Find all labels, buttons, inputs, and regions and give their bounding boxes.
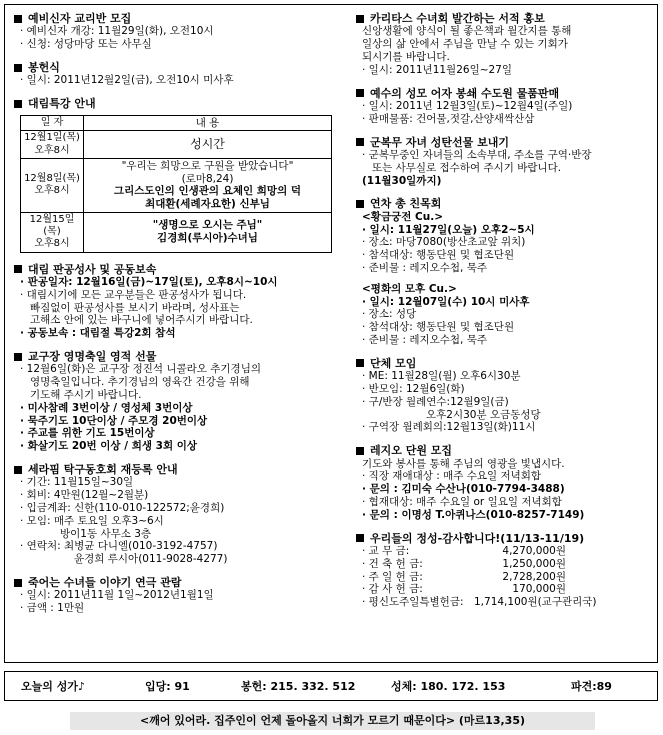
hymn-offertory: 봉헌: 215. 332. 512	[241, 680, 356, 693]
content-line: 그리스도인의 인생관의 요체인 희망의 덕	[113, 185, 302, 198]
info-line: · 일시: 12월07일(수) 10시 미사후	[362, 295, 530, 308]
info-line: · 참석대상: 행동단원 및 협조단원	[362, 249, 515, 262]
hymn-label: 오늘의 성가♪	[21, 680, 85, 693]
section-title: 단체 모임	[370, 356, 417, 370]
info-line: · 입금계좌: 신한(110-010-122572;윤경희)	[20, 501, 225, 514]
info-line: 기도와 봉사를 통해 주님의 영광을 빛냅시다.	[362, 457, 565, 470]
bishop-feast-section	[14, 350, 332, 453]
section-title: 죽어는 수녀들 이야기 연극 관람	[28, 575, 182, 589]
info-line: · 회비: 4만원(12월~2월분)	[20, 489, 149, 502]
section-title: 봉헌식	[28, 61, 60, 74]
square-bullet-icon	[14, 579, 22, 587]
info-line: 방이1동 사무소 3층	[60, 527, 152, 540]
info-line: · 화살기도 20번 이상 / 희생 3회 이상	[20, 440, 198, 453]
square-bullet-icon	[14, 353, 22, 361]
time-cell: 오후8시	[34, 144, 70, 156]
hymn-bar	[4, 671, 658, 701]
group-meetings-section	[356, 357, 651, 434]
content-line: 최대환(세례자요한) 신부님	[145, 198, 270, 211]
section-title: 카리타스 수녀회 발간하는 서적 홍보	[370, 12, 545, 25]
header-cell: 내 용	[84, 115, 332, 131]
info-line: 또는 사무실로 접수하여 주시기 바랍니다.	[372, 161, 562, 174]
info-line: 윤경희 루시아(011-9028-4277)	[74, 553, 228, 566]
square-bullet-icon	[14, 100, 22, 108]
offering-row	[356, 558, 651, 571]
square-bullet-icon	[14, 265, 22, 273]
info-line: · 일시: 2011년 12월3일(토)~12월4일(주일)	[362, 100, 573, 112]
square-bullet-icon	[356, 200, 364, 208]
info-line: 기도해 주시기 바랍니다.	[30, 388, 142, 401]
info-line: · 대림시기에 모든 교우분들은 판공성사가 됩니다.	[20, 288, 247, 301]
offering-amount: 2,728,200원	[502, 570, 566, 583]
info-line: 일상의 삶 안에서 주님을 만날 수 있는 기회가	[362, 38, 568, 51]
group-name: <평화의 모후 Cu.>	[362, 282, 457, 295]
table-row	[21, 212, 332, 252]
square-bullet-icon	[356, 359, 364, 367]
offering-amount: 170,000원	[512, 583, 566, 596]
square-bullet-icon	[356, 447, 364, 455]
content-line: "생명으로 오시는 주님"	[152, 219, 263, 232]
square-bullet-icon	[14, 64, 22, 72]
info-line: · 장소: 성당	[362, 308, 417, 321]
pingpong-club-section	[14, 463, 332, 566]
offering-label: · 건 축 헌 금:	[362, 557, 423, 570]
table-row	[21, 131, 332, 158]
annual-social-section	[356, 197, 651, 346]
info-line: · 군복무중인 자녀들의 소속부대, 주소를 구역·반장	[362, 149, 592, 161]
header-cell: 일 자	[21, 115, 84, 131]
time-cell: 오후8시	[34, 238, 70, 250]
info-line: 빠짐없이 판공성사를 보시기 바라며, 성사표는	[30, 301, 240, 314]
info-line: 되시기를 바랍니다.	[362, 51, 450, 63]
section-title: 대림특강 안내	[28, 97, 96, 111]
content-line: "우리는 희망으로 구원을 받았습니다"	[121, 159, 294, 172]
caritas-books-section	[356, 12, 651, 77]
offering-amount: 1,714,100원(교구관리국)	[474, 596, 597, 609]
content-cell: 성시간	[84, 131, 332, 158]
confession-section	[14, 263, 332, 340]
info-line: 고해소 안에 있는 바구니에 넣어주시기 바랍니다.	[30, 314, 253, 327]
info-line: · 문의 : 김미숙 수산나(010-7794-3488)	[362, 483, 565, 496]
time-cell: 오후8시	[34, 185, 70, 197]
date-cell: 12월15일(목)	[29, 213, 75, 238]
offering-label: · 교 무 금:	[362, 544, 410, 557]
offering-row	[356, 571, 651, 584]
offering-label: · 감 사 헌 금:	[362, 583, 423, 596]
section-title: 군복무 자녀 성탄선물 보내기	[370, 135, 509, 149]
info-line: · 구/반장 월례연수:12월9일(금)	[362, 395, 509, 408]
info-line: · 준비물 : 레지오수첩, 묵주	[362, 261, 487, 274]
info-line: · ME: 11월28일(월) 오후6시30분	[362, 370, 521, 383]
info-line: · 모임: 매주 토요일 오후3~6시	[20, 514, 164, 527]
hymn-entrance: 입당: 91	[145, 680, 190, 693]
scripture-verse: <깨어 있어라. 집주인이 언제 돌아올지 너희가 모르기 때문이다> (마르13,35)	[70, 712, 595, 730]
section-title: 세라핌 탁구동호회 재등록 안내	[28, 462, 178, 476]
section-title: 대림 판공성사 및 공동보속	[28, 262, 157, 276]
section-title: 연차 총 친목회	[370, 197, 442, 211]
date-cell: 12월8일(목)	[24, 173, 80, 185]
content-line: 김경희(루시아)수녀님	[157, 232, 258, 245]
info-line: · 참석대상: 행동단원 및 협조단원	[362, 321, 515, 334]
monastery-sale-section	[356, 87, 651, 126]
section-title: 예수의 성모 어자 봉쇄 수도원 물품판매	[370, 86, 560, 100]
offering-row	[356, 583, 651, 596]
section-title: 교구장 영명축일 영적 선물	[28, 349, 157, 363]
info-line: · 일시: 2011년11월 1일~2012년1월1일	[20, 589, 214, 602]
offering-label: · 평신도주일특별헌금:	[362, 596, 464, 609]
group-name: <황금궁전 Cu.>	[362, 210, 443, 223]
info-line: · 묵주기도 10단이상 / 주모경 20번이상	[20, 414, 208, 427]
info-line: · 준비물 : 레지오수첩, 묵주	[362, 333, 487, 346]
info-line: · 판매물품: 건어물,젓갈,산양새싹산삼	[362, 112, 535, 125]
advent-lecture-section	[14, 97, 332, 252]
info-line: · 장소: 마당7080(방산초교앞 위치)	[362, 236, 526, 249]
table-header-row	[21, 115, 332, 131]
section-title: 예비신자 교리반 모집	[28, 12, 132, 25]
right-column	[356, 12, 651, 619]
legio-recruit-section	[356, 444, 651, 521]
info-line: · 미사참례 3번이상 / 영성체 3번이상	[20, 401, 193, 414]
info-line: · 구역장 월례회의:12월13일(화)11시	[362, 421, 536, 434]
info-line: · 직장 재애대상 : 매주 수요일 저녁회합	[362, 470, 542, 483]
offering-row	[356, 596, 651, 609]
table-row	[21, 158, 332, 212]
info-line: · 12월6일(화)은 교구장 정진석 니콜라오 추기경님의	[20, 363, 261, 376]
left-column	[14, 12, 332, 625]
hymn-dismissal: 파견:89	[571, 680, 612, 693]
info-line: · 공동보속 : 대림절 특강2회 참석	[20, 327, 176, 340]
info-line: · 신청: 성당마당 또는 사무실	[20, 38, 152, 51]
info-line: 오후2시30분 오금동성당	[426, 408, 541, 421]
square-bullet-icon	[14, 15, 22, 23]
offering-amount: 4,270,000원	[502, 544, 566, 557]
soldier-gift-section	[356, 136, 651, 188]
square-bullet-icon	[356, 138, 364, 146]
offering-label: · 주 일 헌 금:	[362, 570, 423, 583]
play-viewing-section	[14, 576, 332, 615]
square-bullet-icon	[356, 15, 364, 23]
info-line: · 일시: 11월27일(오늘) 오후2~5시	[362, 223, 535, 236]
info-line: · 일시: 2011년12월2일(금), 오전10시 미사후	[20, 74, 234, 87]
info-line: · 협재대상: 매주 수요일 or 일요일 저녁회합	[362, 495, 562, 508]
date-cell: 12월1일(목)	[24, 132, 80, 144]
info-line: · 기간: 11월15일~30일	[20, 476, 134, 489]
square-bullet-icon	[356, 89, 364, 97]
catechumen-section	[14, 12, 332, 51]
content-line: (로마8,24)	[181, 172, 234, 185]
info-line: · 판공일자: 12월16일(금)~17일(토), 오후8시~10시	[20, 275, 278, 288]
info-line: · 일시: 2011년11월26일~27일	[362, 63, 513, 76]
hymn-communion: 성체: 180. 172. 153	[391, 680, 506, 693]
info-line: · 주교를 위한 기도 15번이상	[20, 427, 155, 440]
info-line: (11월30일까지)	[362, 174, 442, 187]
square-bullet-icon	[14, 466, 22, 474]
square-bullet-icon	[356, 534, 364, 542]
info-line: 신앙생활에 양식이 될 좋은책과 월간지를 통해	[362, 25, 572, 38]
lecture-table	[20, 115, 332, 253]
info-line: · 금액 : 1만원	[20, 602, 85, 615]
offering-amount: 1,250,000원	[502, 557, 566, 570]
info-line: · 반모임: 12월6일(화)	[362, 382, 465, 395]
info-line: 영명축일입니다. 추기경님의 영육간 건강을 위해	[30, 376, 250, 389]
info-line: · 예비신자 개강: 11월29일(화), 오전10시	[20, 25, 214, 38]
offerings-section	[356, 532, 651, 609]
info-line: · 문의 : 이명성 T.아퀴나스(010-8257-7149)	[362, 508, 585, 521]
section-title: 레지오 단원 모집	[370, 444, 453, 458]
dedication-section	[14, 61, 332, 87]
info-line: · 연락처: 최병균 다니엘(010-3192-4757)	[20, 540, 218, 553]
section-title: 우리들의 정성-감사합니다!(11/13-11/19)	[370, 531, 585, 545]
offering-row	[356, 545, 651, 558]
